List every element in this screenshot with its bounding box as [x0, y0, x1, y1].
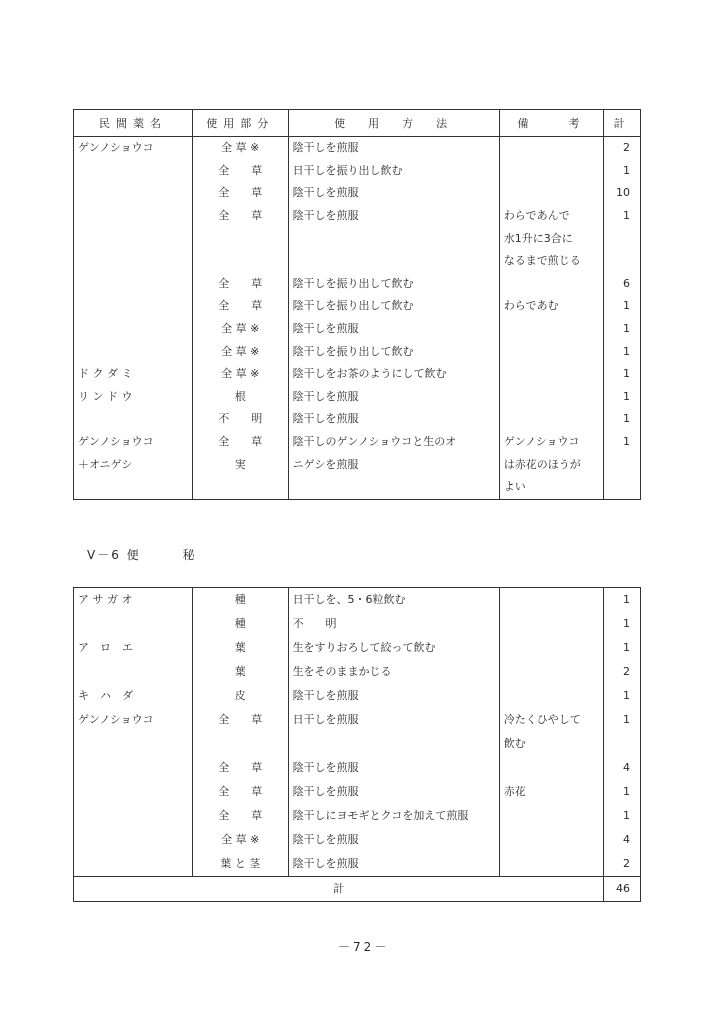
cell-remarks [499, 137, 604, 160]
cell-remarks [499, 182, 604, 205]
cell-used-part: 全 草 [192, 160, 288, 183]
table-row [74, 408, 641, 431]
header-remarks: 備 考 [499, 110, 604, 137]
cell-usage-method: 陰干しのゲンノショウコと生のオ [288, 431, 499, 454]
cell-used-part: 全 草 [192, 756, 288, 780]
table-row [74, 684, 641, 708]
cell-usage-method [288, 476, 499, 499]
cell-count: 2 [604, 852, 641, 877]
cell-usage-method: 陰干しにヨモギとクコを加えて煎服 [288, 804, 499, 828]
cell-usage-method: 陰干しをお茶のようにして飲む [288, 363, 499, 386]
cell-count: 6 [604, 273, 641, 296]
remedy-table-1 [73, 109, 641, 500]
cell-usage-method: 陰干しを振り出して飲む [288, 273, 499, 296]
cell-count: 1 [604, 636, 641, 660]
cell-count: 1 [604, 318, 641, 341]
cell-remarks: 冷たくひやして [499, 708, 604, 732]
header-count: 計 [604, 110, 641, 137]
cell-remedy-name [74, 476, 193, 499]
table-row [74, 182, 641, 205]
cell-count: 1 [604, 408, 641, 431]
cell-count: 1 [604, 295, 641, 318]
cell-remarks [499, 318, 604, 341]
cell-usage-method: 不 明 [288, 612, 499, 636]
cell-used-part: 全 草 [192, 431, 288, 454]
cell-remarks: わらであんで [499, 205, 604, 228]
table-row [74, 636, 641, 660]
table-row [74, 588, 641, 613]
cell-used-part: 全 草 ※ [192, 137, 288, 160]
table-row [74, 660, 641, 684]
table-row [74, 363, 641, 386]
cell-remedy-name [74, 318, 193, 341]
cell-remedy-name [74, 160, 193, 183]
cell-remedy-name [74, 756, 193, 780]
cell-count [604, 227, 641, 250]
table-row [74, 612, 641, 636]
cell-usage-method: ニゲシを煎服 [288, 453, 499, 476]
cell-usage-method: 陰干しを煎服 [288, 756, 499, 780]
cell-remedy-name [74, 295, 193, 318]
cell-count [604, 476, 641, 499]
header-used-part: 使用部分 [192, 110, 288, 137]
cell-count [604, 732, 641, 756]
cell-usage-method: 日干しを煎服 [288, 708, 499, 732]
cell-remedy-name [74, 182, 193, 205]
table-row [74, 453, 641, 476]
cell-usage-method: 陰干しを煎服 [288, 828, 499, 852]
cell-remedy-name: ゲンノショウコ [74, 431, 193, 454]
cell-remedy-name [74, 828, 193, 852]
cell-remedy-name [74, 227, 193, 250]
cell-usage-method [288, 732, 499, 756]
cell-remedy-name [74, 273, 193, 296]
cell-remedy-name [74, 804, 193, 828]
cell-remarks [499, 363, 604, 386]
total-value: 46 [604, 877, 641, 902]
cell-remarks: 赤花 [499, 780, 604, 804]
cell-remarks: 水1升に3合に [499, 227, 604, 250]
total-label: 計 [74, 877, 604, 902]
cell-count: 2 [604, 660, 641, 684]
cell-remedy-name: キ ハ ダ [74, 684, 193, 708]
cell-remedy-name [74, 250, 193, 273]
cell-usage-method: 生をすりおろして絞って飲む [288, 636, 499, 660]
cell-usage-method: 陰干しを煎服 [288, 780, 499, 804]
cell-remarks [499, 340, 604, 363]
total-row [74, 877, 641, 902]
cell-count [604, 250, 641, 273]
cell-usage-method: 陰干しを煎服 [288, 386, 499, 409]
cell-used-part: 全 草 [192, 708, 288, 732]
table-row [74, 708, 641, 732]
cell-count: 2 [604, 137, 641, 160]
cell-remarks: よい [499, 476, 604, 499]
cell-used-part: 全 草 [192, 295, 288, 318]
cell-count: 4 [604, 828, 641, 852]
table-row [74, 431, 641, 454]
cell-remedy-name: リ ン ド ウ [74, 386, 193, 409]
cell-used-part: 全 草 ※ [192, 318, 288, 341]
cell-remedy-name [74, 660, 193, 684]
table-row [74, 227, 641, 250]
table-row [74, 340, 641, 363]
cell-usage-method: 陰干しを煎服 [288, 852, 499, 877]
cell-remarks [499, 636, 604, 660]
cell-remedy-name [74, 340, 193, 363]
cell-used-part: 全 草 ※ [192, 340, 288, 363]
cell-usage-method: 陰干しを振り出して飲む [288, 295, 499, 318]
table-row [74, 250, 641, 273]
cell-used-part [192, 476, 288, 499]
cell-remedy-name [74, 612, 193, 636]
table-body [74, 588, 641, 877]
cell-count: 1 [604, 340, 641, 363]
cell-remarks [499, 408, 604, 431]
cell-remedy-name [74, 205, 193, 228]
table-row [74, 386, 641, 409]
cell-usage-method: 陰干しを煎服 [288, 137, 499, 160]
cell-used-part: 全 草 [192, 804, 288, 828]
cell-used-part [192, 732, 288, 756]
cell-count: 1 [604, 588, 641, 613]
cell-count [604, 453, 641, 476]
cell-remarks [499, 160, 604, 183]
cell-remarks: 飲む [499, 732, 604, 756]
cell-count: 1 [604, 708, 641, 732]
cell-used-part: 葉 と 茎 [192, 852, 288, 877]
cell-used-part: 種 [192, 612, 288, 636]
cell-remarks [499, 386, 604, 409]
cell-count: 1 [604, 431, 641, 454]
cell-remedy-name [74, 852, 193, 877]
cell-remarks [499, 273, 604, 296]
cell-remedy-name [74, 732, 193, 756]
cell-remedy-name: ゲンノショウコ [74, 137, 193, 160]
cell-usage-method: 生をそのままかじる [288, 660, 499, 684]
cell-remarks: わらであむ [499, 295, 604, 318]
cell-remarks [499, 612, 604, 636]
cell-used-part: 全 草 ※ [192, 828, 288, 852]
table-row [74, 780, 641, 804]
cell-used-part: 全 草 [192, 780, 288, 804]
cell-used-part: 不 明 [192, 408, 288, 431]
cell-remedy-name [74, 408, 193, 431]
cell-usage-method: 日干しを振り出し飲む [288, 160, 499, 183]
cell-used-part: 全 草 [192, 273, 288, 296]
table-row [74, 160, 641, 183]
cell-count: 1 [604, 612, 641, 636]
cell-remarks: ゲンノショウコ [499, 431, 604, 454]
cell-used-part: 根 [192, 386, 288, 409]
table-row [74, 295, 641, 318]
table-row [74, 852, 641, 877]
cell-used-part [192, 227, 288, 250]
cell-used-part: 全 草 [192, 205, 288, 228]
cell-remedy-name: ゲンノショウコ [74, 708, 193, 732]
cell-usage-method [288, 227, 499, 250]
cell-used-part: 種 [192, 588, 288, 613]
cell-remarks [499, 804, 604, 828]
table-row [74, 318, 641, 341]
cell-remarks [499, 828, 604, 852]
cell-remedy-name: ア ロ エ [74, 636, 193, 660]
cell-remarks [499, 852, 604, 877]
cell-remarks [499, 588, 604, 613]
cell-count: 1 [604, 780, 641, 804]
cell-count: 1 [604, 205, 641, 228]
cell-remarks [499, 756, 604, 780]
cell-used-part: 全 草 ※ [192, 363, 288, 386]
table-row [74, 205, 641, 228]
cell-usage-method: 日干しを、5・6粒飲む [288, 588, 499, 613]
cell-remarks: なるまで煎じる [499, 250, 604, 273]
cell-usage-method: 陰干しを煎服 [288, 318, 499, 341]
table-row [74, 137, 641, 160]
table-row [74, 828, 641, 852]
cell-count: 1 [604, 684, 641, 708]
cell-count: 1 [604, 160, 641, 183]
cell-count: 10 [604, 182, 641, 205]
cell-usage-method: 陰干しを煎服 [288, 408, 499, 431]
cell-usage-method: 陰干しを振り出して飲む [288, 340, 499, 363]
table-row [74, 804, 641, 828]
cell-count: 1 [604, 804, 641, 828]
table-header-row [74, 110, 641, 137]
header-remedy-name: 民間薬名 [74, 110, 193, 137]
header-usage-method: 使 用 方 法 [288, 110, 499, 137]
cell-remedy-name: ＋オニゲシ [74, 453, 193, 476]
table-row [74, 732, 641, 756]
cell-count: 4 [604, 756, 641, 780]
table-body [74, 137, 641, 500]
cell-used-part: 実 [192, 453, 288, 476]
cell-count: 1 [604, 386, 641, 409]
cell-remarks: は赤花のほうが [499, 453, 604, 476]
page-number: －72－ [338, 940, 390, 954]
cell-remedy-name [74, 780, 193, 804]
cell-usage-method: 陰干しを煎服 [288, 684, 499, 708]
cell-used-part: 葉 [192, 636, 288, 660]
cell-remarks [499, 684, 604, 708]
cell-used-part: 皮 [192, 684, 288, 708]
cell-used-part: 全 草 [192, 182, 288, 205]
table-row [74, 756, 641, 780]
cell-used-part: 葉 [192, 660, 288, 684]
table-row [74, 273, 641, 296]
cell-count: 1 [604, 363, 641, 386]
section-title: V－6 便 秘 [87, 548, 197, 562]
cell-remedy-name: ア サ ガ オ [74, 588, 193, 613]
cell-remedy-name: ド ク ダ ミ [74, 363, 193, 386]
cell-usage-method [288, 250, 499, 273]
cell-remarks [499, 660, 604, 684]
cell-used-part [192, 250, 288, 273]
table-row [74, 476, 641, 499]
cell-usage-method: 陰干しを煎服 [288, 182, 499, 205]
remedy-table-2 [73, 587, 641, 902]
cell-usage-method: 陰干しを煎服 [288, 205, 499, 228]
